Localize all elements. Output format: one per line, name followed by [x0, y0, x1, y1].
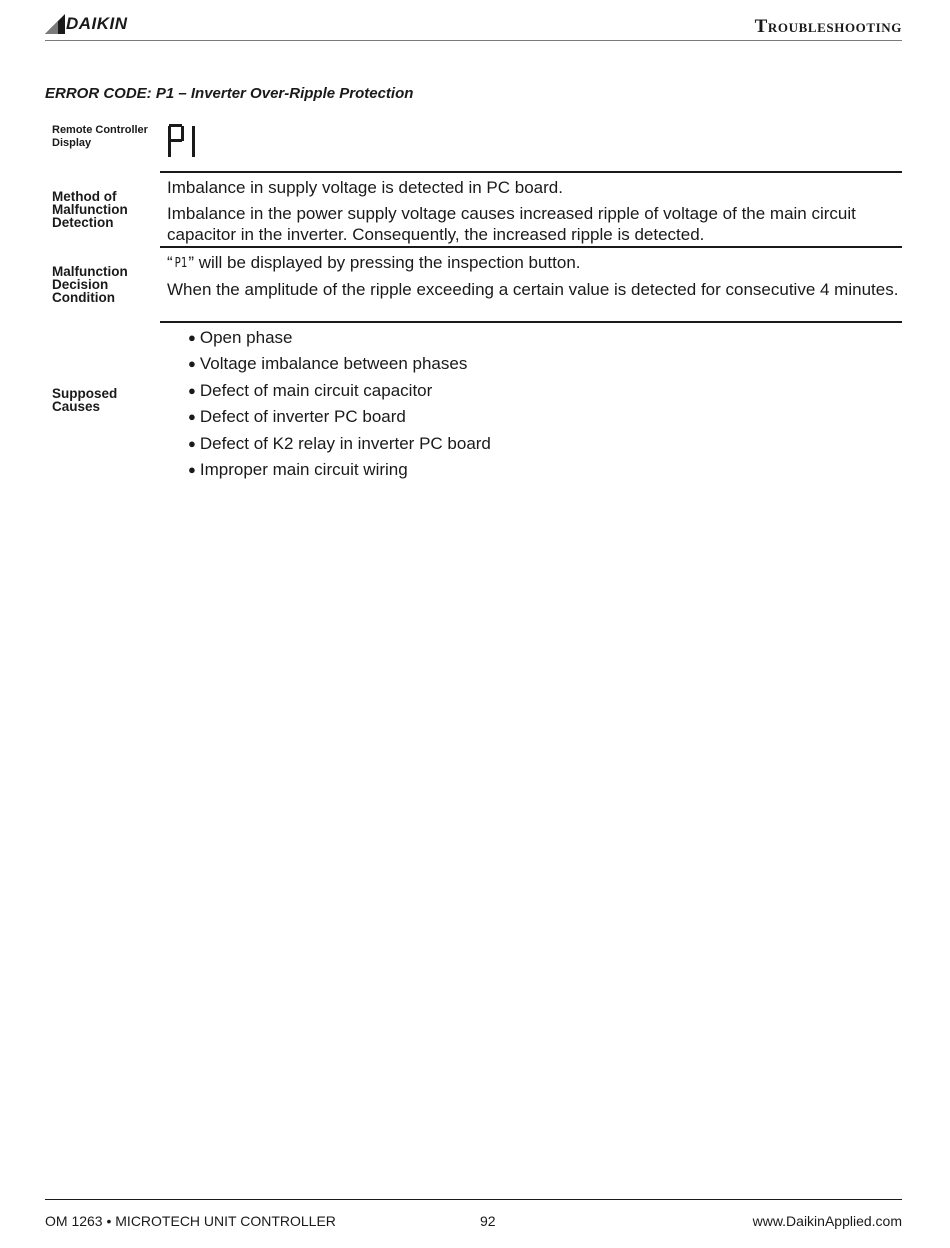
daikin-logo-mark-icon [45, 14, 65, 34]
inline-code-p1: P1 [174, 256, 187, 271]
daikin-logo-text: DAIKIN [66, 14, 128, 33]
list-item: ● Voltage imbalance between phases [188, 351, 902, 377]
malfunction-decision-condition-content [160, 246, 902, 322]
page-footer [45, 1199, 902, 1240]
error-code-title: ERROR CODE: P1 – Inverter Over-Ripple Protection [45, 85, 414, 102]
supposed-causes-list [167, 325, 902, 483]
remote-controller-display-label: Remote Controller Display [52, 124, 148, 149]
method-of-malfunction-detection-content [160, 171, 902, 247]
decision-line-2: When the amplitude of the ripple exceeding a certain value is detected for consecutive 4 minutes. [167, 280, 899, 299]
list-item: ● Improper main circuit wiring [188, 457, 902, 483]
footer-document-id: OM 1263 • MICROTECH UNIT CONTROLLER [45, 1213, 336, 1229]
list-item: ● Defect of inverter PC board [188, 404, 902, 430]
supposed-causes-label: Supposed Causes [52, 386, 118, 414]
page-header [45, 12, 902, 41]
method-of-malfunction-detection-label: Method of Malfunction Detection [52, 189, 128, 230]
list-item: ● Defect of main circuit capacitor [188, 378, 902, 404]
decision-line-1: “ P1” will be displayed by pressing the inspection button. [167, 253, 581, 272]
section-title: Troubleshooting [754, 16, 902, 37]
footer-website-link[interactable]: www.DaikinApplied.com [752, 1213, 902, 1229]
malfunction-decision-condition-label: Malfunction Decision Condition [52, 264, 128, 305]
detection-line-1: Imbalance in supply voltage is detected in PC board. [167, 178, 563, 197]
detection-line-2: Imbalance in the power supply voltage causes increased ripple of voltage of the main circuit capacitor in the inverter. Consequently, the increased ripple is detected. [167, 204, 856, 244]
list-item: ● Open phase [188, 325, 902, 351]
remote-controller-display [166, 123, 200, 159]
segment-display-p1-icon [166, 123, 200, 159]
daikin-logo [45, 14, 128, 34]
supposed-causes-content [160, 321, 902, 481]
page-number: 92 [480, 1213, 496, 1229]
list-item: ● Defect of K2 relay in inverter PC board [188, 431, 902, 457]
decision-line-1-text: ” will be displayed by pressing the inspection button. [188, 253, 581, 272]
